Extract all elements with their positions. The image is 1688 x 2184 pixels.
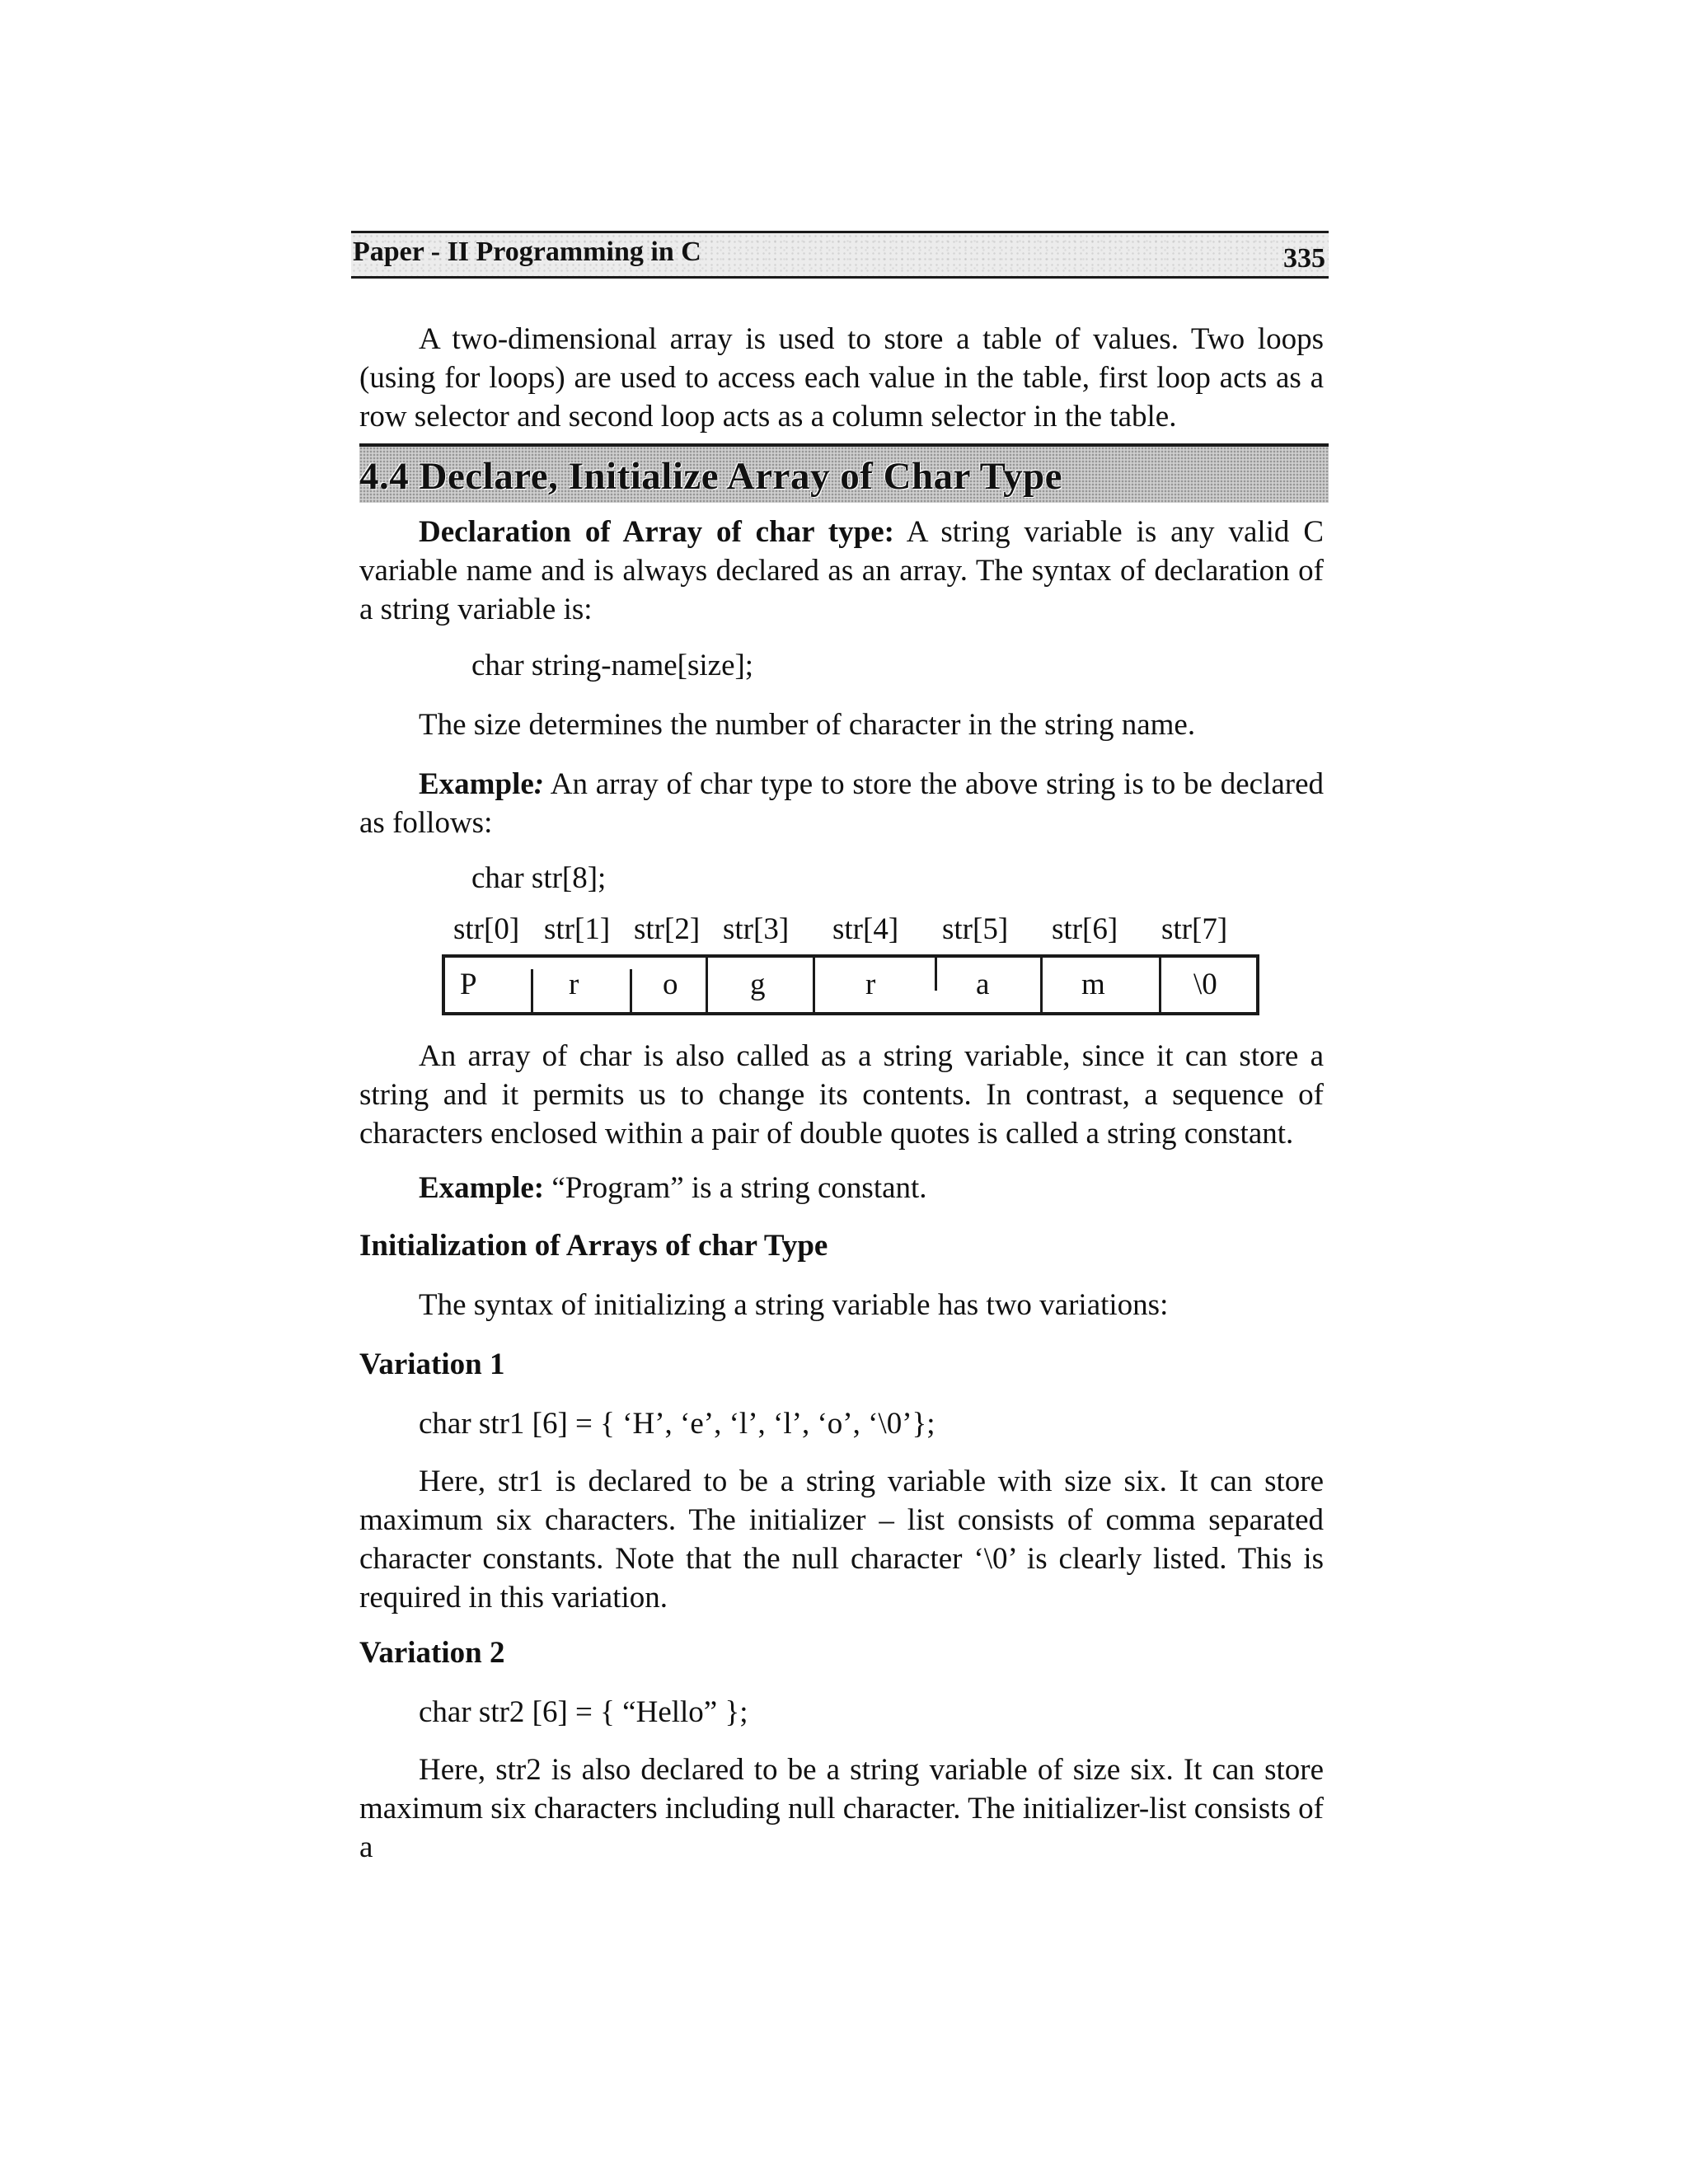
char-array-table [442, 954, 1259, 1015]
syntax-line: char string-name[size]; [471, 649, 754, 682]
array-index-label: str[5] [942, 912, 1009, 946]
running-header [351, 231, 1329, 279]
page-number: 335 [1283, 243, 1325, 274]
size-note: The size determines the number of character in the string name. [419, 708, 1196, 742]
variation1-code: char str1 [6] = { ‘H’, ‘e’, ‘l’, ‘l’, ‘o’, ‘\0’}; [419, 1407, 935, 1441]
array-cell-value: r [865, 968, 876, 1001]
variation2-paragraph: Here, str2 is also declared to be a string variable of size six. It can store maximum six characters including null character. The initializer-list consists of a [359, 1753, 1324, 1864]
array-index-label: str[1] [544, 912, 611, 946]
declaration-label: Declaration of Array of char type: [419, 515, 894, 549]
example1-text: An array of char type to store the above string is to be declared as follows: [359, 767, 1324, 840]
init-heading: Initialization of Arrays of char Type [359, 1229, 828, 1263]
cell-divider [531, 969, 533, 1012]
array-cell-value: P [460, 968, 477, 1001]
example2-paragraph [359, 1169, 1324, 1207]
array-cell-value: g [750, 968, 766, 1001]
cell-divider [1040, 958, 1043, 1012]
example1-colon: : [533, 767, 545, 801]
array-cell-value: \0 [1193, 968, 1217, 1001]
array-cell-value: a [976, 968, 990, 1001]
variation2-heading: Variation 2 [359, 1636, 505, 1670]
cell-divider [935, 958, 937, 991]
declaration-paragraph [359, 513, 1324, 629]
array-declaration-code: char str[8]; [471, 861, 607, 895]
example1-label: Example [419, 767, 534, 801]
array-cell-value: o [663, 968, 678, 1001]
cell-divider [706, 958, 708, 1012]
intro-paragraph: A two-dimensional array is used to store a table of values. Two loops (using for loops) are used to access each value in the table, first loop acts as a row selector and second loop acts as a column selector in the table. [359, 322, 1324, 434]
variation1-heading: Variation 1 [359, 1347, 505, 1381]
array-index-label: str[6] [1052, 912, 1118, 946]
cell-divider [630, 969, 632, 1012]
array-cell-value: r [569, 968, 579, 1001]
array-index-label: str[2] [634, 912, 701, 946]
cell-divider [1159, 958, 1161, 1012]
example2-text: “Program” is a string constant. [544, 1171, 927, 1205]
array-cell-value: m [1081, 968, 1105, 1001]
section-heading [359, 443, 1329, 503]
array-index-label: str[7] [1161, 912, 1228, 946]
string-variable-paragraph: An array of char is also called as a string variable, since it can store a string and it permits us to change its contents. In contrast, a sequence of characters enclosed within a pair of double quotes is called a string constant. [359, 1039, 1324, 1151]
array-index-label: str[0] [453, 912, 520, 946]
array-index-label: str[3] [723, 912, 790, 946]
declaration-text: A string variable is any valid C variable name and is always declared as an array. The syntax of declaration of a string variable is: [359, 515, 1324, 626]
init-intro: The syntax of initializing a string variable has two variations: [419, 1288, 1169, 1322]
example1-paragraph [359, 765, 1324, 842]
header-title: Paper - II Programming in C [353, 237, 701, 267]
example2-label: Example: [419, 1171, 545, 1205]
section-heading-text: 4.4 Declare, Initialize Array of Char Type [359, 455, 1062, 498]
cell-divider [813, 958, 815, 1012]
array-index-label: str[4] [832, 912, 899, 946]
variation2-code: char str2 [6] = { “Hello” }; [419, 1695, 748, 1729]
variation1-paragraph: Here, str1 is declared to be a string variable with size six. It can store maximum six characters. The initializer – list consists of comma separated character constants. Note that the null character ‘\0’ is clearly listed. This is required in this variation. [359, 1465, 1324, 1615]
